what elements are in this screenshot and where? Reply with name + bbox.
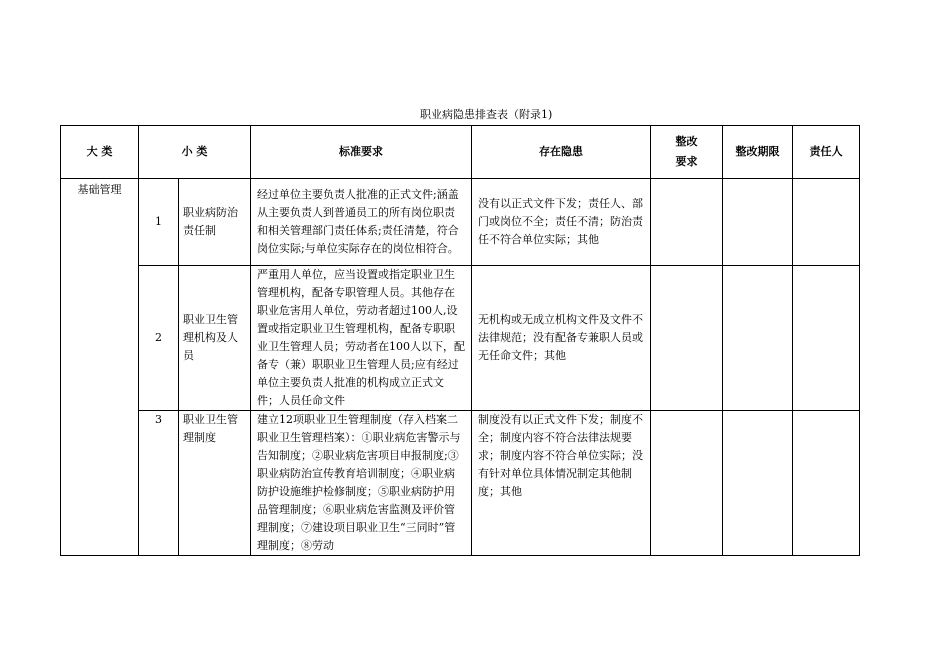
requirement-cell[interactable] — [651, 266, 723, 411]
subcategory-cell: 职业卫生管理机构及人员 — [179, 266, 251, 411]
responsible-cell[interactable] — [793, 266, 860, 411]
deadline-cell[interactable] — [723, 266, 793, 411]
header-deadline: 整改期限 — [723, 126, 793, 179]
header-standard: 标准要求 — [251, 126, 472, 179]
subcategory-cell: 职业病防治责任制 — [179, 179, 251, 266]
deadline-cell[interactable] — [723, 411, 793, 556]
subcategory-cell: 职业卫生管理制度 — [179, 411, 251, 556]
table-row — [61, 179, 860, 266]
hazard-cell: 无机构或无成立机构文件及文件不法律规范；没有配备专兼职人员或无任命文件；其他 — [472, 266, 651, 411]
deadline-cell[interactable] — [723, 179, 793, 266]
responsible-cell[interactable] — [793, 179, 860, 266]
table-row — [61, 411, 860, 556]
requirement-cell[interactable] — [651, 179, 723, 266]
header-subcategory: 小 类 — [139, 126, 251, 179]
table-row — [61, 266, 860, 411]
category-cell: 基础管理 — [61, 179, 139, 556]
header-responsible: 责任人 — [793, 126, 860, 179]
standard-cell: 建立12项职业卫生管理制度（存入档案二职业卫生管理档案）：①职业病危害警示与告知制度；②职业病危害项目申报制度;③职业病防治宣传教育培训制度；④职业病防护设施维护检修制度；⑤职业病防护用品管理制度；⑥职业病危害监测及评价管理制度；⑦建设项目职业卫生“三同时”管理制度；⑧劳动 — [251, 411, 472, 556]
document-title: 职业病隐患排查表（附录1) — [420, 108, 553, 121]
header-category: 大 类 — [61, 126, 139, 179]
requirement-cell[interactable] — [651, 411, 723, 556]
hazard-inspection-table — [60, 125, 860, 556]
header-rectification-line1: 整改 — [675, 135, 698, 148]
standard-cell: 严重用人单位，应当设置或指定职业卫生管理机构，配备专职管理人员。其他存在职业危害用人单位，劳动者超过100人,设置或指定职业卫生管理机构，配备专职职业卫生管理人员；劳动者在100人以下，配备专（兼）职职业卫生管理人员;应有经过单位主要负责人批准的机构成立正式文件；人员任命文件 — [251, 266, 472, 411]
standard-cell: 经过单位主要负责人批准的正式文件;涵盖从主要负责人到普通员工的所有岗位职责和相关管理部门责任体系;责任清楚，符合岗位实际;与单位实际存在的岗位相符合。 — [251, 179, 472, 266]
row-number: 3 — [139, 411, 179, 556]
row-number: 2 — [139, 266, 179, 411]
header-hazard: 存在隐患 — [472, 126, 651, 179]
header-rectification-requirement — [651, 126, 723, 179]
hazard-cell: 制度没有以正式文件下发；制度不全；制度内容不符合法律法规要求；制度内容不符合单位实际；没有针对单位具体情况制定其他制度；其他 — [472, 411, 651, 556]
hazard-cell: 没有以正式文件下发；责任人、部门或岗位不全；责任不清；防治责任不符合单位实际；其他 — [472, 179, 651, 266]
header-rectification-line2: 要求 — [675, 155, 698, 168]
responsible-cell[interactable] — [793, 411, 860, 556]
row-number: 1 — [139, 179, 179, 266]
header-row — [61, 126, 860, 179]
